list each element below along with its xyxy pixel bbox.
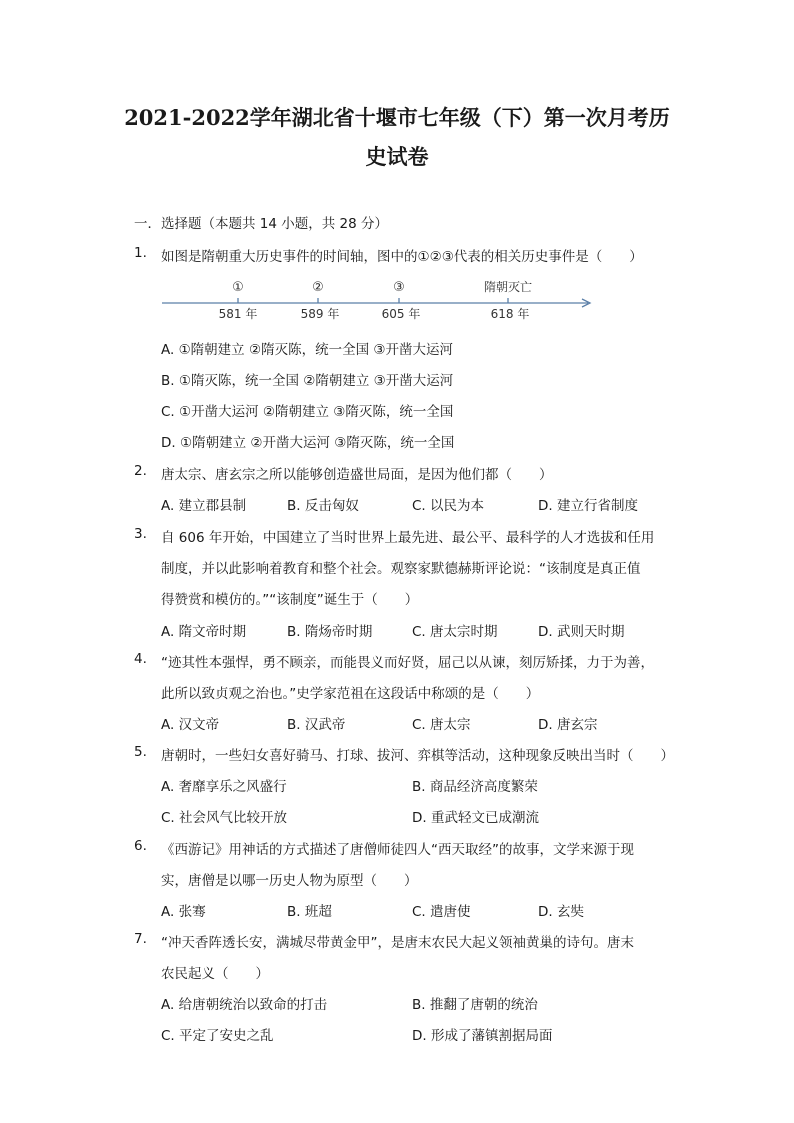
option-d: D. ①隋朝建立 ②开凿大运河 ③隋灭陈，统一全国 bbox=[161, 435, 455, 451]
question-stem: 《西游记》用神话的方式描述了唐僧师徒四人“西天取经”的故事，文学来源于现 bbox=[161, 842, 634, 858]
timeline-marker: ① bbox=[232, 280, 244, 295]
option-c: C. 唐太宗时期 bbox=[412, 624, 498, 640]
question-stem: 唐太宗、唐玄宗之所以能够创造盛世局面，是因为他们都（ ） bbox=[161, 467, 553, 483]
question-number: 1. bbox=[134, 245, 147, 261]
option-b: B. 商品经济高度繁荣 bbox=[412, 779, 538, 795]
question-stem: 农民起义（ ） bbox=[161, 966, 269, 982]
question-number: 4. bbox=[134, 651, 147, 667]
question-number: 7. bbox=[134, 931, 147, 947]
exam-title-line-1: 2021-2022学年湖北省十堰市七年级（下）第一次月考历 bbox=[124, 105, 670, 130]
option-b: B. ①隋灭陈，统一全国 ②隋朝建立 ③开凿大运河 bbox=[161, 373, 454, 389]
question-number: 5. bbox=[134, 744, 147, 760]
timeline-marker: ③ bbox=[393, 280, 405, 295]
sui-dynasty-timeline bbox=[160, 277, 600, 325]
option-a: A. 张骞 bbox=[161, 904, 206, 920]
question-stem: “迹其性本强悍，勇不顾亲，而能畏义而好贤，屈己以从谏，刻厉矫揉，力于为善， bbox=[161, 655, 654, 671]
option-c: C. 社会风气比较开放 bbox=[161, 810, 288, 826]
question-stem: 自 606 年开始，中国建立了当时世界上最先进、最公平、最科学的人才选拔和任用 bbox=[161, 530, 655, 546]
option-d: D. 玄奘 bbox=[538, 904, 584, 920]
option-b: B. 隋炀帝时期 bbox=[287, 624, 373, 640]
question-stem: “冲天香阵透长安，满城尽带黄金甲”，是唐末农民大起义领袖黄巢的诗句。唐末 bbox=[161, 935, 634, 951]
option-d: D. 武则天时期 bbox=[538, 624, 625, 640]
timeline-marker: ② bbox=[312, 280, 324, 295]
option-a: A. 给唐朝统治以致命的打击 bbox=[161, 997, 328, 1013]
option-a: A. 隋文帝时期 bbox=[161, 624, 247, 640]
option-c: C. 遣唐使 bbox=[412, 904, 471, 920]
question-number: 3. bbox=[134, 526, 147, 542]
option-b: B. 班超 bbox=[287, 904, 332, 920]
option-d: D. 建立行省制度 bbox=[538, 498, 638, 514]
timeline-year: 581 年 bbox=[218, 307, 258, 321]
option-d: D. 唐玄宗 bbox=[538, 717, 598, 733]
question-number: 2. bbox=[134, 463, 147, 479]
option-a: A. ①隋朝建立 ②隋灭陈，统一全国 ③开凿大运河 bbox=[161, 342, 453, 358]
timeline-year: 618 年 bbox=[490, 307, 530, 321]
option-c: C. 唐太宗 bbox=[412, 717, 471, 733]
option-b: B. 汉武帝 bbox=[287, 717, 346, 733]
question-stem: 如图是隋朝重大历史事件的时间轴，图中的①②③代表的相关历史事件是（ ） bbox=[161, 249, 643, 265]
question-stem: 唐朝时，一些妇女喜好骑马、打球、拔河、弈棋等活动，这种现象反映出当时（ ） bbox=[161, 748, 674, 764]
option-a: A. 奢靡享乐之风盛行 bbox=[161, 779, 287, 795]
option-a: A. 建立郡县制 bbox=[161, 498, 247, 514]
option-d: D. 形成了藩镇割据局面 bbox=[412, 1028, 553, 1044]
exam-title-line-2: 史试卷 bbox=[365, 144, 429, 169]
option-a: A. 汉文帝 bbox=[161, 717, 220, 733]
option-c: C. 平定了安史之乱 bbox=[161, 1028, 274, 1044]
option-c: C. 以民为本 bbox=[412, 498, 485, 514]
timeline-marker: 隋朝灭亡 bbox=[483, 280, 533, 294]
option-d: D. 重武轻文已成潮流 bbox=[412, 810, 539, 826]
option-b: B. 反击匈奴 bbox=[287, 498, 359, 514]
question-stem: 制度，并以此影响着教育和整个社会。观察家默德赫斯评论说：“该制度是真正值 bbox=[161, 561, 641, 577]
question-stem: 实，唐僧是以哪一历史人物为原型（ ） bbox=[161, 873, 418, 889]
timeline-year: 589 年 bbox=[300, 307, 340, 321]
option-c: C. ①开凿大运河 ②隋朝建立 ③隋灭陈，统一全国 bbox=[161, 404, 454, 420]
option-b: B. 推翻了唐朝的统治 bbox=[412, 997, 538, 1013]
timeline-year: 605 年 bbox=[381, 307, 421, 321]
question-stem: 此所以致贞观之治也。”史学家范祖在这段话中称颂的是（ ） bbox=[161, 686, 540, 702]
question-stem: 得赞赏和模仿的。”“该制度”诞生于（ ） bbox=[161, 592, 419, 608]
question-number: 6. bbox=[134, 838, 147, 854]
section-heading: 一．选择题（本题共 14 小题，共 28 分） bbox=[134, 216, 389, 232]
